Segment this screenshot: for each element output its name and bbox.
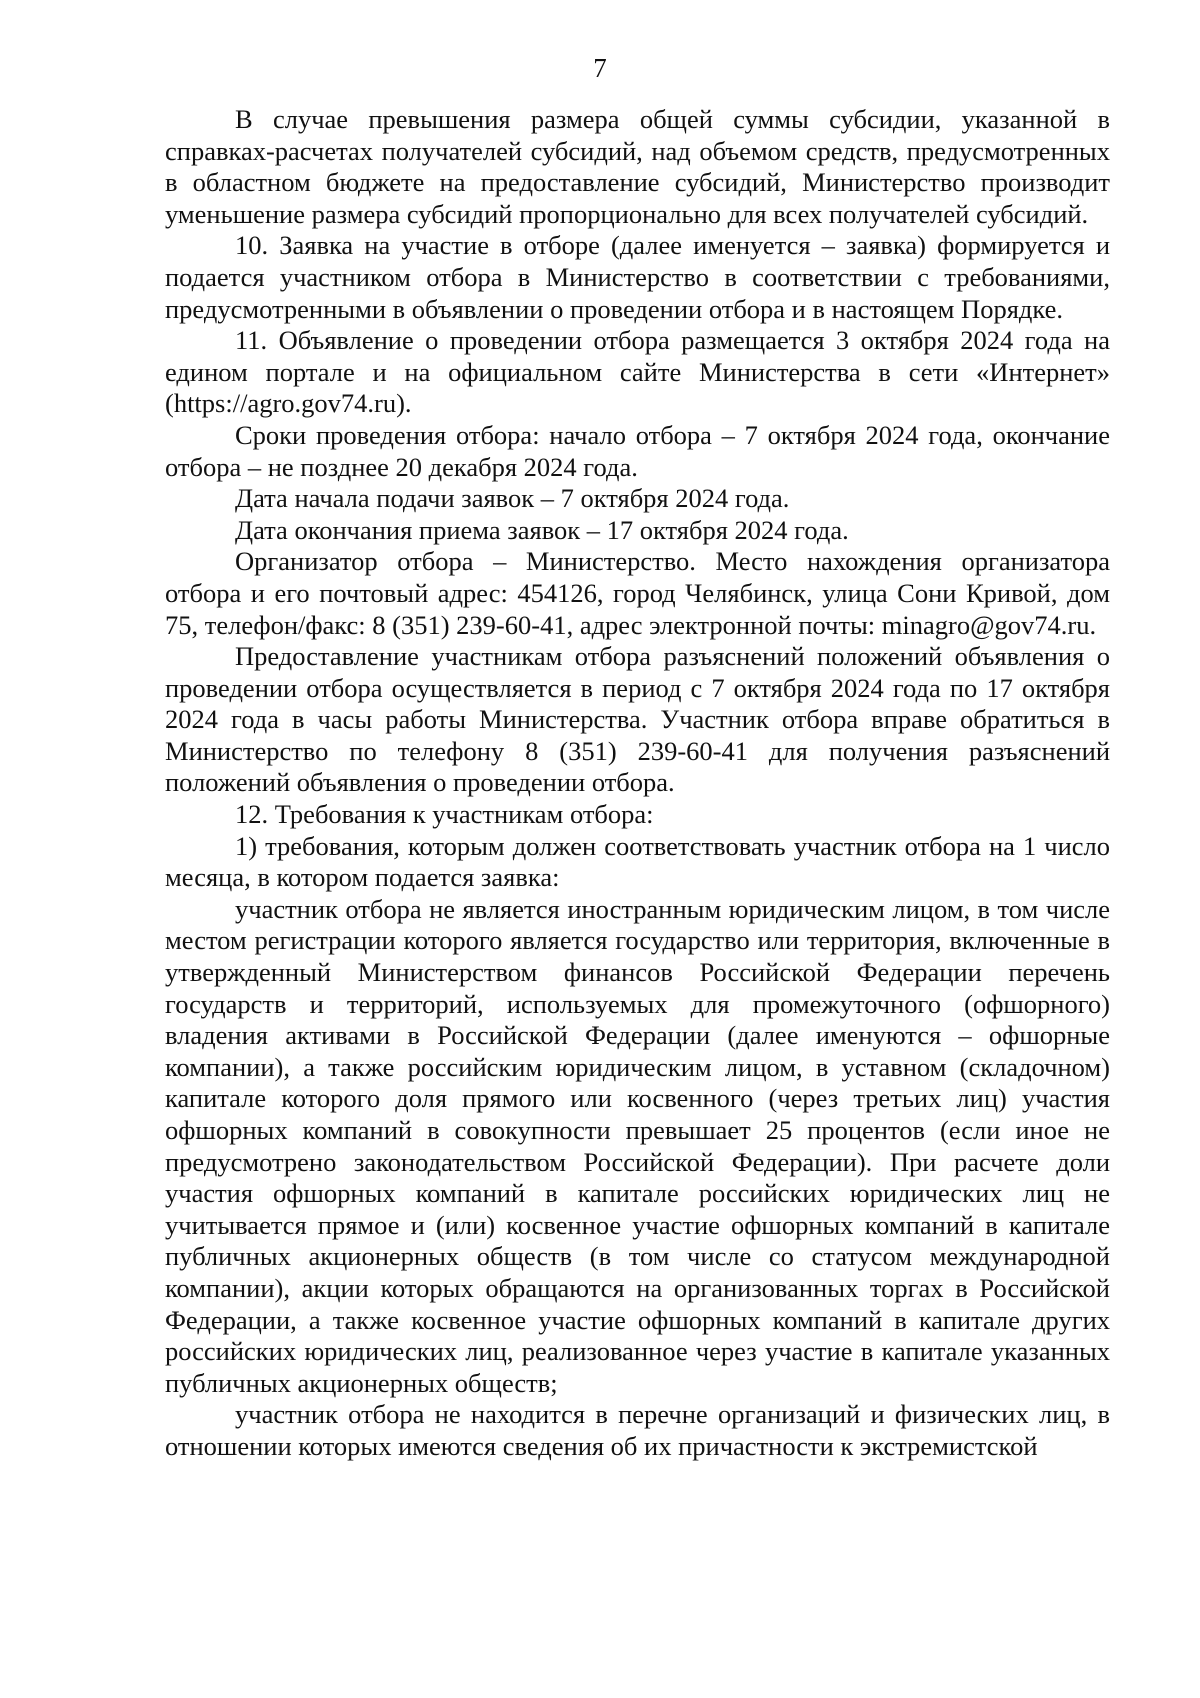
document-body (165, 104, 1110, 1463)
page-number: 7 (593, 53, 607, 83)
paragraph-offshore-requirement: участник отбора не является иностранным юридическим лицом, в том числе местом регистрации которого является государство или территория, включенные в утвержденный Министерством финансов Российской Федерации перечень государств и территорий, используемых для промежуточного (офшорного) владения активами в Российской Федерации (далее именуются – офшорные компании), а также российским юридическим лицом, в уставном (складочном) капитале которого доля прямого или косвенного (через третьих лиц) участия офшорных компаний в совокупности превышает 25 процентов (если иное не предусмотрено законодательством Российской Федерации). При расчете доли участия офшорных компаний в капитале российских юридических лиц не учитывается прямое и (или) косвенное участие офшорных компаний в капитале публичных акционерных обществ (в том числе со статусом международной компании), акции которых обращаются на организованных торгах в Российской Федерации, а также косвенное участие офшорных компаний в капитале других российских юридических лиц, реализованное через участие в капитале указанных публичных акционерных обществ; (165, 893, 1110, 1398)
paragraph-clarifications: Предоставление участникам отбора разъяснений положений объявления о проведении отбора осуществляется в период с 7 октября 2024 года по 17 октября 2024 года в часы работы Министерства. Участник отбора вправе обратиться в Министерство по телефону 8 (351) 239-60-41 для получения разъяснений положений объявления о проведении отбора. (165, 641, 1110, 798)
paragraph-extremism-list-requirement: участник отбора не находится в перечне организаций и физических лиц, в отношении которых имеются сведения об их причастности к экстремистской (165, 1399, 1110, 1461)
paragraph-application-start-date: Дата начала подачи заявок – 7 октября 2024 года. (235, 483, 790, 514)
paragraph-item-12-requirements: 12. Требования к участникам отбора: (235, 799, 654, 830)
paragraph-requirement-1: 1) требования, которым должен соответствовать участник отбора на 1 число месяца, в котором подается заявка: (165, 830, 1110, 893)
paragraph-item-11-announcement: 11. Объявление о проведении отбора размещается 3 октября 2024 года на едином портале и на официальном сайте Министерства в сети «Интернет» (https://agro.gov74.ru). (165, 325, 1110, 419)
paragraph-subsidy-reduction: В случае превышения размера общей суммы субсидии, указанной в справках-расчетах получателей субсидий, над объемом средств, предусмотренных в областном бюджете на предоставление субсидий, Министерство производит уменьшение размера субсидий пропорционально для всех получателей субсидий. (165, 104, 1110, 229)
paragraph-application-end-date: Дата окончания приема заявок – 17 октября 2024 года. (235, 514, 849, 545)
paragraph-item-10-application: 10. Заявка на участие в отборе (далее именуется – заявка) формируется и подается участником отбора в Министерство в соответствии с требованиями, предусмотренными в объявлении о проведении отбора и в настоящем Порядке. (165, 230, 1110, 324)
paragraph-selection-dates: Сроки проведения отбора: начало отбора – 7 октября 2024 года, окончание отбора – не позднее 20 декабря 2024 года. (165, 419, 1110, 482)
paragraph-organizer-contacts: Организатор отбора – Министерство. Место нахождения организатора отбора и его почтовый адрес: 454126, город Челябинск, улица Сони Кривой, дом 75, телефон/факс: 8 (351) 239-60-41, адрес электронной почты: minagro@gov74.ru. (165, 546, 1110, 640)
